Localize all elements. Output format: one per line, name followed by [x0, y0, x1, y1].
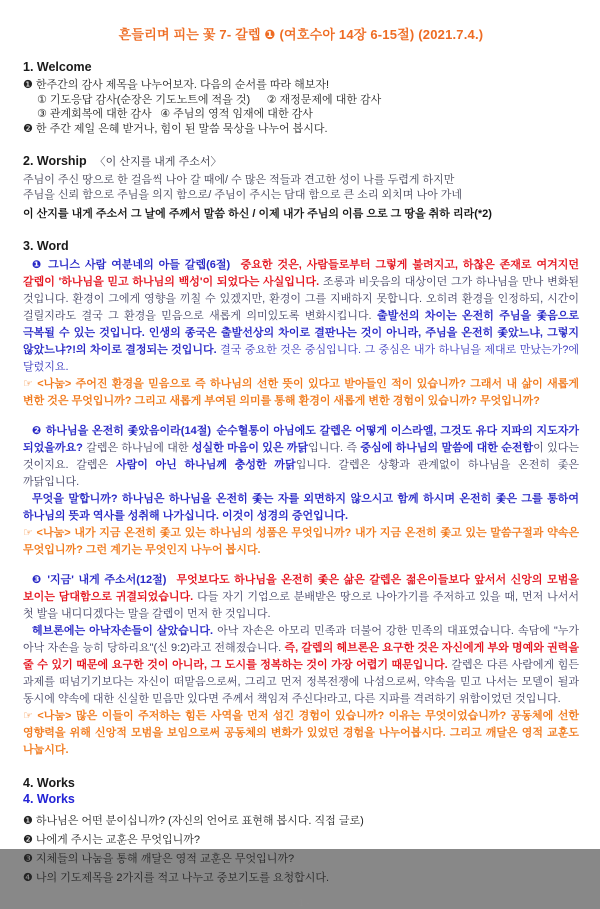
worship-heading-label: 2. Worship [23, 154, 87, 168]
text-run: ❸ '지금' 내게 주소서(12절) [32, 573, 177, 586]
word-para-2b [23, 491, 579, 525]
worship-lyric-2 [23, 188, 579, 203]
section-welcome [23, 60, 579, 136]
text-run: 다들 자기 기업으로 분배받은 땅으로 나아가기를 주저하고 있을 때, 먼저 나서서 첫 발을 내디디겠다는 말을 갈렙이 먼저 한 것입니다. [23, 590, 579, 620]
text-run: 입니다. 갈렙은 상황과 관계없이 하나님을 온전히 좇은 까닭입니다. [23, 458, 579, 488]
section-heading-welcome: 1. Welcome [23, 60, 92, 74]
text-run: 갈렙은 하나님에 대한 [86, 441, 192, 454]
text-run: ❹ 나의 기도제목을 2가지를 적고 나누고 중보기도를 요청합시다. [23, 871, 330, 884]
word-para-3 [23, 572, 579, 623]
works-items [23, 812, 579, 888]
worship-lyrics [23, 173, 579, 222]
text-run: ① 기도응답 감사(순장은 기도노트에 적을 것) ② 재정문제에 대한 감사 [37, 93, 382, 106]
text-run: 이 산지를 내게 주소서 그 날에 주께서 말씀 하신 / 이제 내가 주님의 이름 으로 그 땅을 취하 리라(*2) [23, 208, 492, 220]
text-run: ❶ 한주간의 감사 제목을 나누어보자. 다음의 순서를 따라 해보자! [23, 79, 330, 91]
text-run: 조롱과 비웃음의 대상이던 그가 하나님을 만나 변화된 것입니다. 환경이 그에게 영향을 끼칠 수 있겠지만, 환경이 그를 지배하지 못합니다. 오히려 환경을 인정하되, 시간이 걸릴지라도 결국 그 환경을 믿음으로 새롭게 의미있도록 변화시킵니다. [23, 275, 579, 322]
text-run: ☞ <나눔> 내가 지금 온전히 좇고 있는 하나님의 성품은 무엇입니까? 내가 지금 온전히 좇고 있는 말씀구절과 약속은 무엇입니까? 그런 계기는 무엇인지 나누어 봅시다. [23, 526, 579, 556]
welcome-item-1 [23, 78, 579, 93]
text-run: 출발선의 차이는 온전히 주님을 좇음으로 극복될 수 있는 것입니다. 인생의 종국은 출발선상의 차이로 결판나는 것이 아니라, 주님을 온전히 좇았느냐, 그렇지 않았느냐?!의 차이로 결정되는 것입니다. [23, 309, 579, 356]
section-heading-word: 3. Word [23, 238, 69, 253]
text-run: ❷ 한 주간 제일 은혜 받거나, 힘이 된 말씀 묵상을 나누어 봅시다. [23, 122, 328, 135]
works-item-3 [23, 850, 579, 869]
text-run: ☞ <나눔> 주어진 환경을 믿음으로 즉 하나님의 선한 뜻이 있다고 받아들인 적이 있습니까? 그래서 내 삶이 새롭게 변한 것은 무엇입니까? 그리고 새롭게 부여된 의미를 통해 환경이 새롭게 변한 경험이 있습니까? 무엇입니까? [23, 377, 579, 407]
welcome-item-2 [23, 122, 579, 137]
sharing-prompt-1 [23, 376, 579, 410]
text-run: 주님이 주신 땅으로 한 걸음씩 나아 갈 때에/ 수 많은 적들과 견고한 성이 나를 두렵게 하지만 [23, 174, 455, 186]
text-run: 무엇을 말합니까? 하나님은 하나님을 온전히 좇는 자를 외면하지 않으시고 함께 하시며 온전히 좇은 그를 통하여 하나님의 뜻과 역사를 성취해 나가십니다. 이것이 성경의 증언입니다. [23, 492, 579, 522]
worship-song-title: 〈이 산지를 내게 주소서〉 [94, 156, 222, 168]
text-run: ③ 관계회복에 대한 감사 ④ 주님의 영적 임재에 대한 감사 [37, 108, 313, 120]
works-item-2 [23, 831, 579, 850]
text-run: ❷ 하나님을 온전히 좇았음이라(14절) 순수혈통이 아님에도 갈렙은 어떻게 이스라엘, 그것도 유다 지파의 지도자가 되었을까요? [23, 424, 579, 454]
works-item-4 [23, 869, 579, 888]
word-para-1 [23, 257, 579, 376]
word-para-3b [23, 623, 579, 708]
text-run: 아낙 자손은 아모리 민족과 더불어 강한 민족의 대표였습니다. 속담에 "누가 아낙 자손을 능히 당하리요"(신 9:2)라고 전해졌습니다. [23, 624, 579, 654]
section-heading-works-blue: 4. Works [23, 791, 75, 806]
text-run: 이 있다는 것이지요. 갈렙은 [23, 441, 579, 471]
text-run: ❸ 지체들의 나눔을 통해 깨달은 영적 교훈은 무엇입니까? [23, 852, 295, 865]
word-paragraphs [23, 257, 579, 759]
text-run: 결국 중요한 것은 중심입니다. 그 중심은 내가 하나님을 제대로 만났는가?에 달렸지요. [23, 343, 579, 373]
sharing-prompt-2 [23, 525, 579, 559]
text-run: 성실한 마음이 있은 까닭 [191, 441, 309, 454]
section-works [23, 776, 579, 888]
text-run: 주님을 신뢰 함으로 주님을 의지 함으로/ 주님이 주시는 담대 함으로 큰 소리 외치며 나아 가네 [23, 188, 463, 201]
welcome-subitems-3-4 [23, 107, 579, 122]
text-run: 입니다. 즉 [308, 441, 361, 454]
text-run: ❶ 그니스 사람 여분네의 아들 갈렙(6절) [32, 258, 241, 271]
works-item-1 [23, 812, 579, 831]
section-word [23, 239, 579, 759]
section-heading-works: 4. Works [23, 775, 75, 790]
page-number: - 1 - [292, 897, 310, 909]
section-worship [23, 153, 579, 222]
section-heading-worship [23, 153, 579, 169]
text-run: ❷ 나에게 주시는 교훈은 무엇입니까? [23, 833, 200, 846]
text-run: 갈렙은 다른 사람에게 힘든 과제를 떠넘기기보다는 자신이 떠맡음으로써, 그리고 먼저 정복전쟁에 나섬으로써, 약속을 믿고 나서는 모델이 될과 동시에 약속에 대한 신실한 믿음만 있다면 주께서 책임져 주신다!라고, 다른 지파를 격려하기 위함이었던 것입니다. [23, 658, 579, 705]
document-title: 흔들리며 피는 꽃 7- 갈렙 ❶ (여호수아 14장 6-15절) (2021.7.4.) [118, 27, 484, 42]
text-run: 무엇보다도 하나님을 온전히 좇은 삶은 갈렙은 젊은이들보다 앞서서 신앙의 모범을 보이는 담대함으로 귀결되었습니다. [23, 573, 579, 603]
text-run: 즉, 갈렙의 헤브론은 요구한 것은 자신에게 부와 명예와 권력을 줄 수 있기 때문에 요구한 것이 아니라, 그 도시를 정복하는 것이 가장 어렵기 때문입니다. [23, 641, 579, 671]
text-run: ☞ <나눔> 많은 이들이 주저하는 힘든 사역을 먼저 섬긴 경험이 있습니까? 이유는 무엇이었습니까? 공동체에 선한 영향력을 위해 신앙적 모범을 보임으로써 공동체의 변화가 있었던 경험을 나누어봅시다. 그리고 깨달은 영적 교훈도 나눕시다. [23, 709, 579, 756]
worship-refrain [23, 207, 579, 222]
sharing-prompt-3 [23, 708, 579, 759]
text-run: ❶ 하나님은 어떤 분이십니까? (자신의 언어로 표현해 봅시다. 직접 글로) [23, 814, 364, 827]
text-run: 사람이 아닌 하나님께 충성한 까닭 [115, 458, 296, 471]
worship-lyric-1 [23, 173, 579, 188]
text-run: 헤브론에는 아낙자손들이 살았습니다. [32, 624, 218, 637]
text-run: 중요한 것은, 사람들로부터 그렇게 불려지고, 하찮은 존재로 여겨지던 갈렙이 '하나님을 믿고 하나님의 백성'이 되었다는 사실입니다. [23, 258, 580, 288]
text-run: 중심에 하나님의 말씀에 대한 순전함 [360, 441, 534, 454]
word-para-2 [23, 423, 579, 491]
welcome-subitems-1-2 [23, 93, 579, 108]
welcome-list [23, 78, 579, 136]
